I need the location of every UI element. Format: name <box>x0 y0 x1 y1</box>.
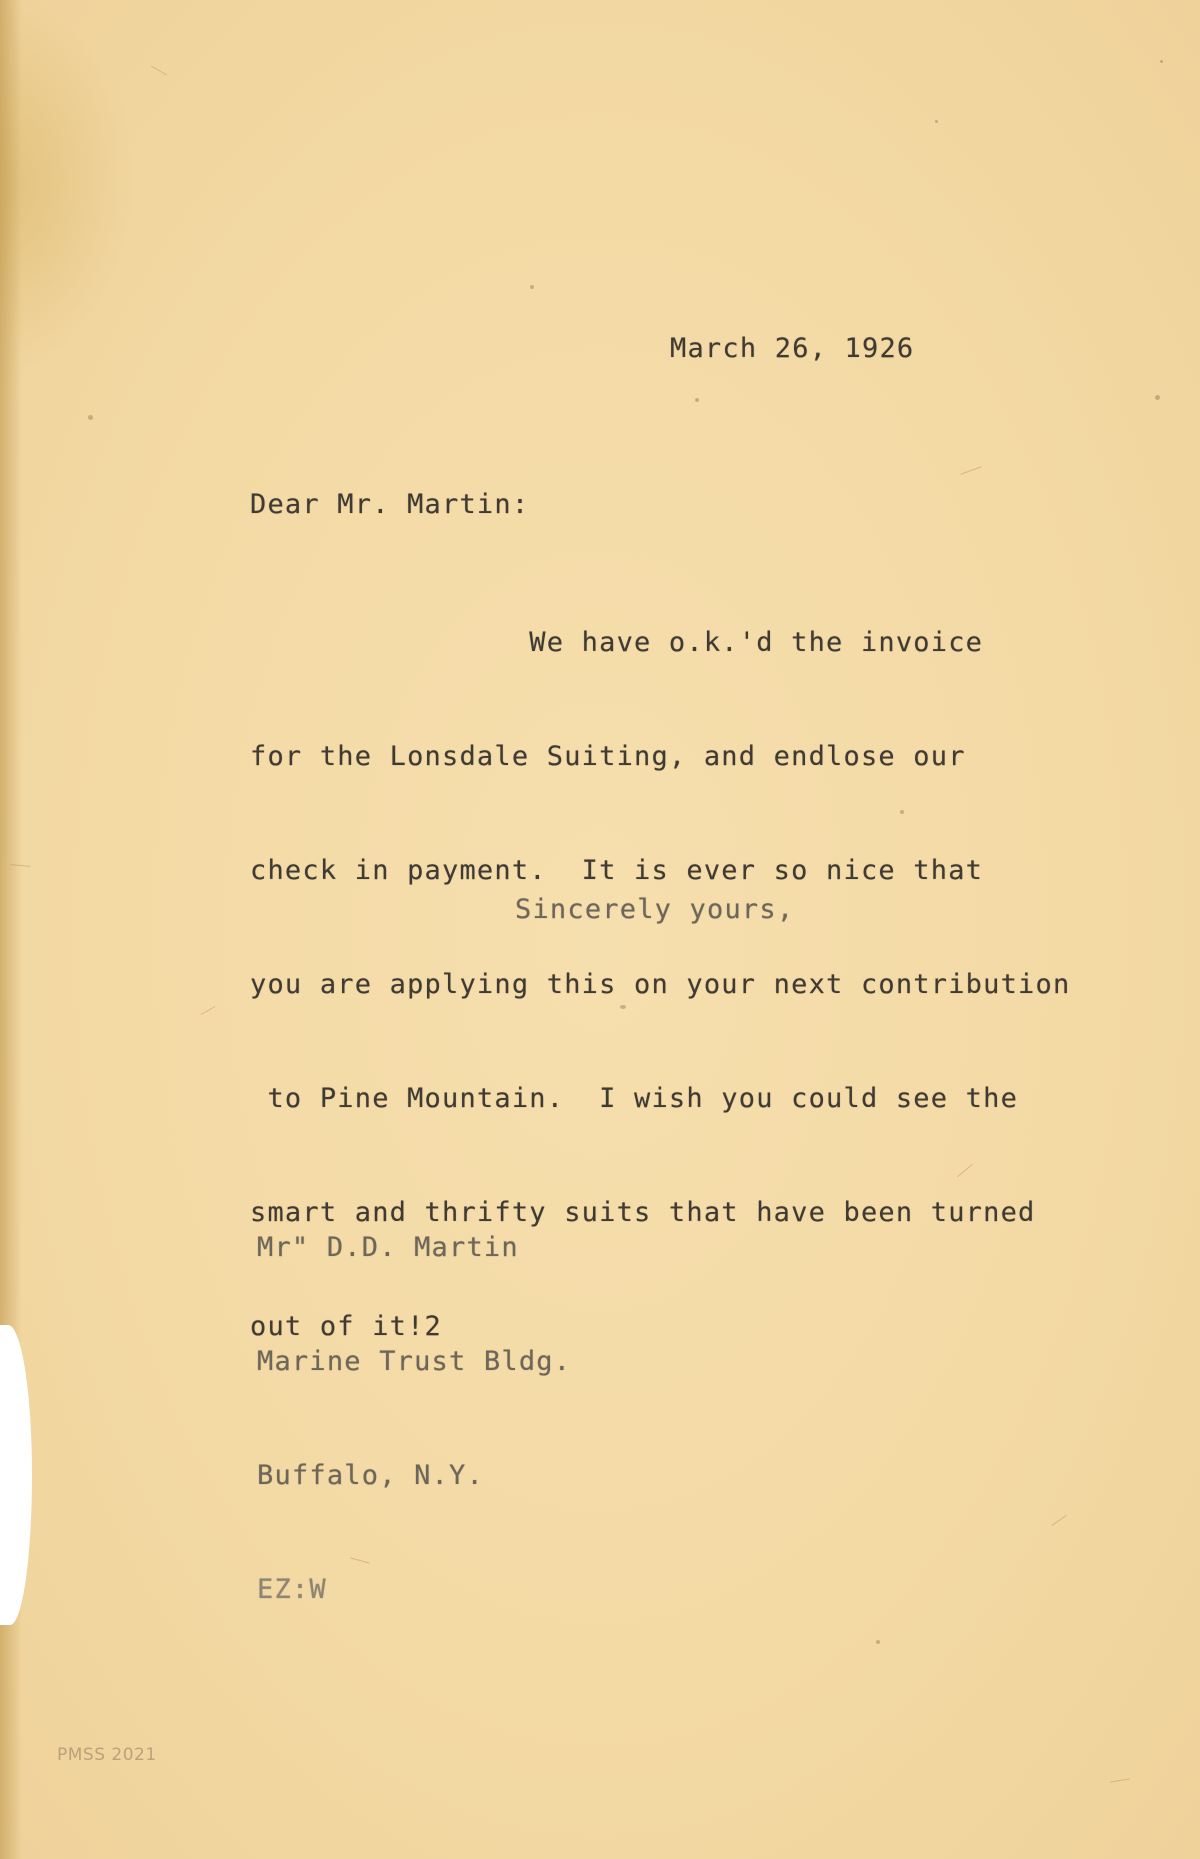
paper-fiber <box>201 1006 215 1015</box>
paper-speck <box>1160 60 1163 63</box>
body-line: We have o.k.'d the invoice <box>250 627 984 658</box>
reference-initials: EZ:W <box>257 1574 327 1605</box>
paper-fiber <box>151 66 167 76</box>
body-line: smart and thrifty suits that have been turned <box>250 1197 1036 1228</box>
body-line: you are applying this on your next contribution <box>250 969 1071 1000</box>
archive-watermark: PMSS 2021 <box>57 1745 157 1765</box>
paper-speck <box>1155 395 1160 400</box>
paper-fiber <box>1051 1515 1066 1526</box>
letter-salutation: Dear Mr. Martin: <box>250 489 530 520</box>
address-line: Marine Trust Bldg. <box>257 1346 572 1377</box>
letter-date: March 26, 1926 <box>670 333 915 364</box>
paper-speck <box>88 415 93 420</box>
paper-speck <box>876 1640 880 1644</box>
body-line: to Pine Mountain. I wish you could see the <box>250 1083 1019 1114</box>
recipient-address <box>257 1153 571 1685</box>
address-line: Mr" D.D. Martin <box>257 1232 519 1263</box>
body-line: out of it!2 <box>250 1311 443 1342</box>
letter-closing: Sincerely yours, <box>515 894 795 925</box>
paper-speck <box>530 285 534 289</box>
torn-edge <box>0 1325 32 1625</box>
body-line: check in payment. It is ever so nice that <box>250 855 984 886</box>
paper-fiber <box>960 466 981 474</box>
paper-speck <box>695 398 699 402</box>
address-line: Buffalo, N.Y. <box>257 1460 484 1491</box>
paper-speck <box>935 120 938 123</box>
paper-fiber <box>1110 1778 1130 1782</box>
body-line: for the Lonsdale Suiting, and endlose our <box>250 741 966 772</box>
